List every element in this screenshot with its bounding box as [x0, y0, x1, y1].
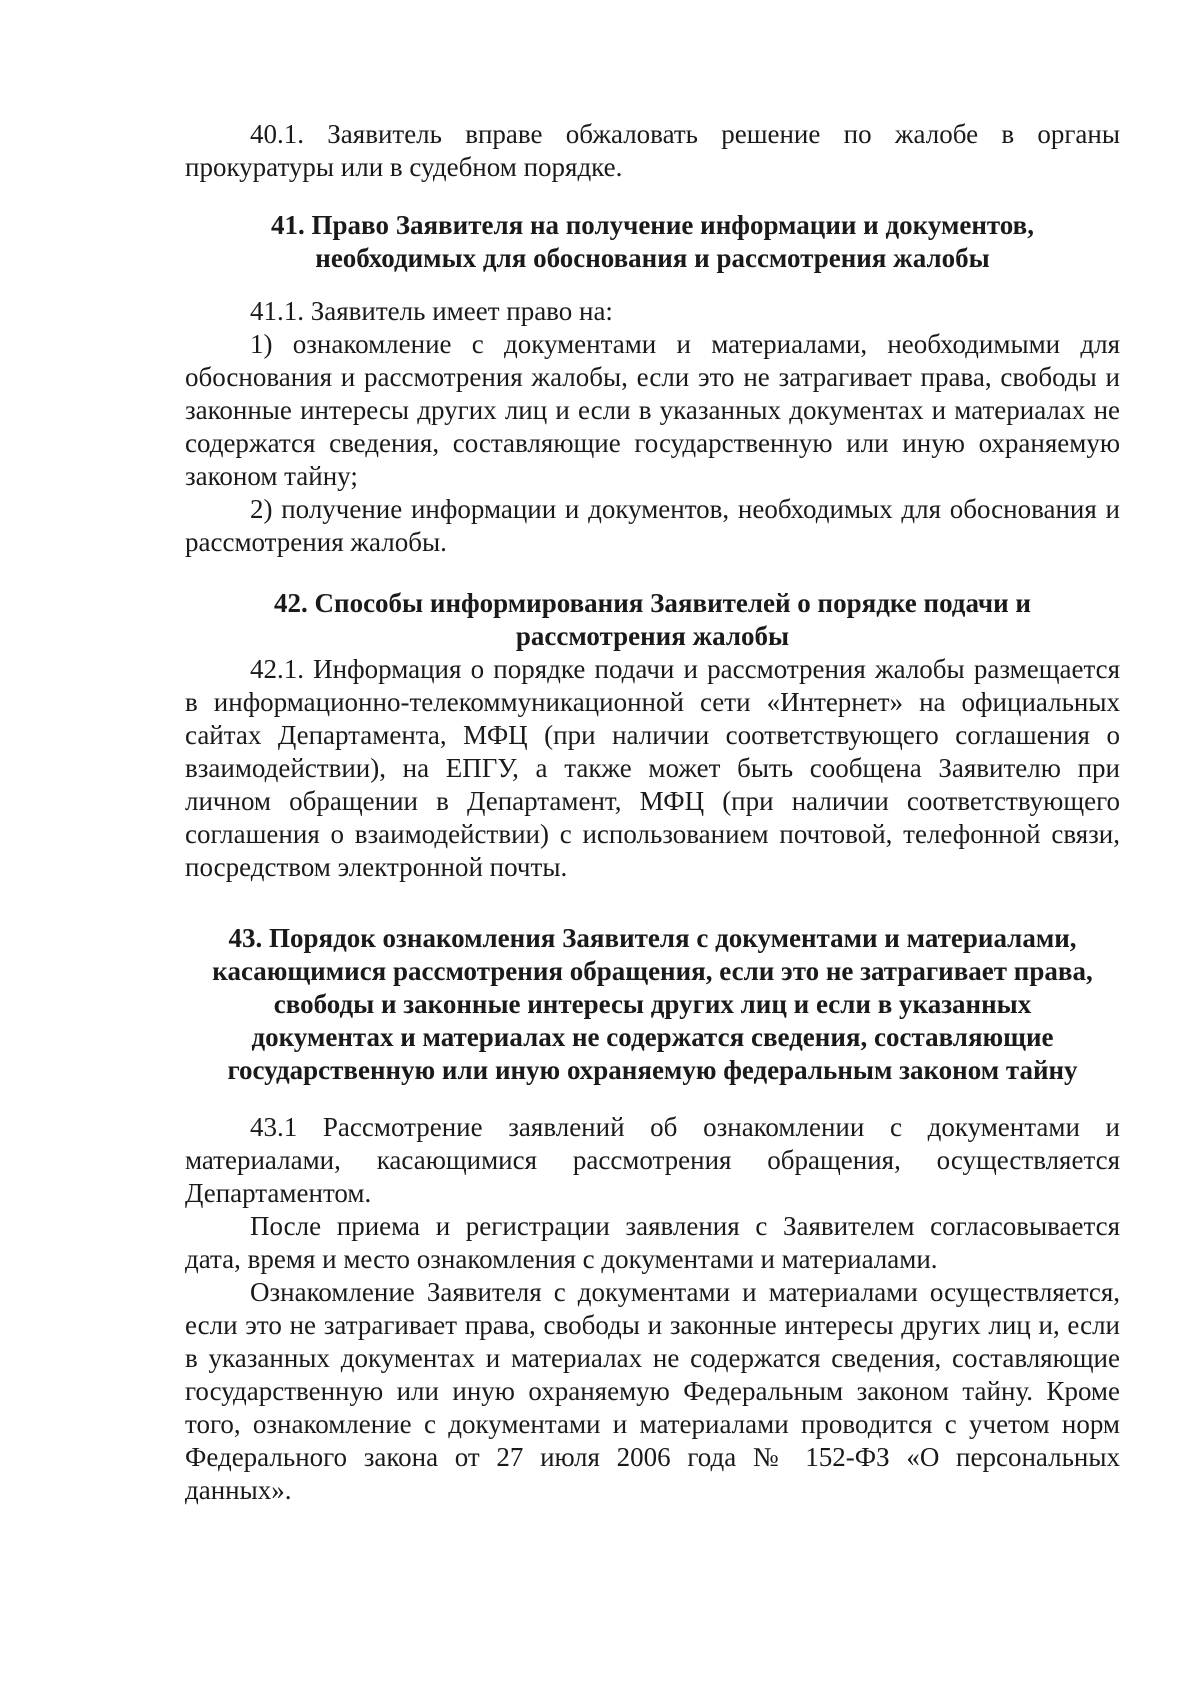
section-43-heading: [185, 922, 1120, 1087]
section-43-heading-line-1: 43. Порядок ознакомления Заявителя с документами и материалами,: [228, 923, 1077, 953]
section-41-heading-line-1: 41. Право Заявителя на получение информации и документов,: [271, 210, 1034, 240]
paragraph-41-1: 41.1. Заявитель имеет право на:: [250, 296, 613, 326]
section-43-heading-line-5: государственную или иную охраняемую федеральным законом тайну: [227, 1055, 1078, 1085]
paragraph-43-3: Ознакомление Заявителя с документами и материалами осуществляется, если это не затрагивает права, свободы и законные интересы других лиц и, если в указанных документах и материалах не содержатся сведения, составляющие государственную или иную охраняемую Федеральным законом тайну. Кроме того, ознакомление с документами и материалами проводится с учетом норм Федерального закона от 27 июля 2006 года № 152-ФЗ «О персональных данных».: [185, 1277, 1120, 1505]
paragraph-42-1: 42.1. Информация о порядке подачи и рассмотрения жалобы размещается в информационно-телекоммуникационной сети «Интернет» на официальных сайтах Департамента, МФЦ (при наличии соответствующего соглашения о взаимодействии), на ЕПГУ, а также может быть сообщена Заявителю при личном обращении в Департамент, МФЦ (при наличии соответствующего соглашения о взаимодействии) с использованием почтовой, телефонной связи, посредством электронной почты.: [185, 654, 1120, 882]
paragraph-43-1: 43.1 Рассмотрение заявлений об ознакомлении с документами и материалами, касающимися рассмотрения обращения, осуществляется Департаментом.: [185, 1112, 1120, 1208]
section-43-heading-line-4: документах и материалах не содержатся сведения, составляющие: [251, 1022, 1054, 1052]
section-42-heading: [185, 587, 1120, 653]
section-41-heading: [185, 209, 1120, 275]
section-41-heading-line-2: необходимых для обоснования и рассмотрения жалобы: [315, 243, 990, 273]
section-42-heading-line-2: рассмотрения жалобы: [515, 621, 790, 651]
paragraph-43-2: После приема и регистрации заявления с Заявителем согласовывается дата, время и место ознакомления с документами и материалами.: [185, 1211, 1120, 1274]
section-43-heading-line-2: касающимися рассмотрения обращения, если это не затрагивает права,: [212, 956, 1093, 986]
section-42-heading-line-1: 42. Способы информирования Заявителей о порядке подачи и: [274, 588, 1031, 618]
paragraph-41-1-item-2: 2) получение информации и документов, необходимых для обоснования и рассмотрения жалобы.: [185, 494, 1120, 557]
paragraph-40-1: 40.1. Заявитель вправе обжаловать решение по жалобе в органы прокуратуры или в судебном порядке.: [185, 119, 1120, 182]
document-page: [185, 118, 1120, 1507]
paragraph-41-1-item-1: 1) ознакомление с документами и материалами, необходимыми для обоснования и рассмотрения жалобы, если это не затрагивает права, свободы и законные интересы других лиц и если в указанных документах и материалах не содержатся сведения, составляющие государственную или иную охраняемую законом тайну;: [185, 329, 1120, 491]
section-43-heading-line-3: свободы и законные интересы других лиц и если в указанных: [273, 989, 1032, 1019]
